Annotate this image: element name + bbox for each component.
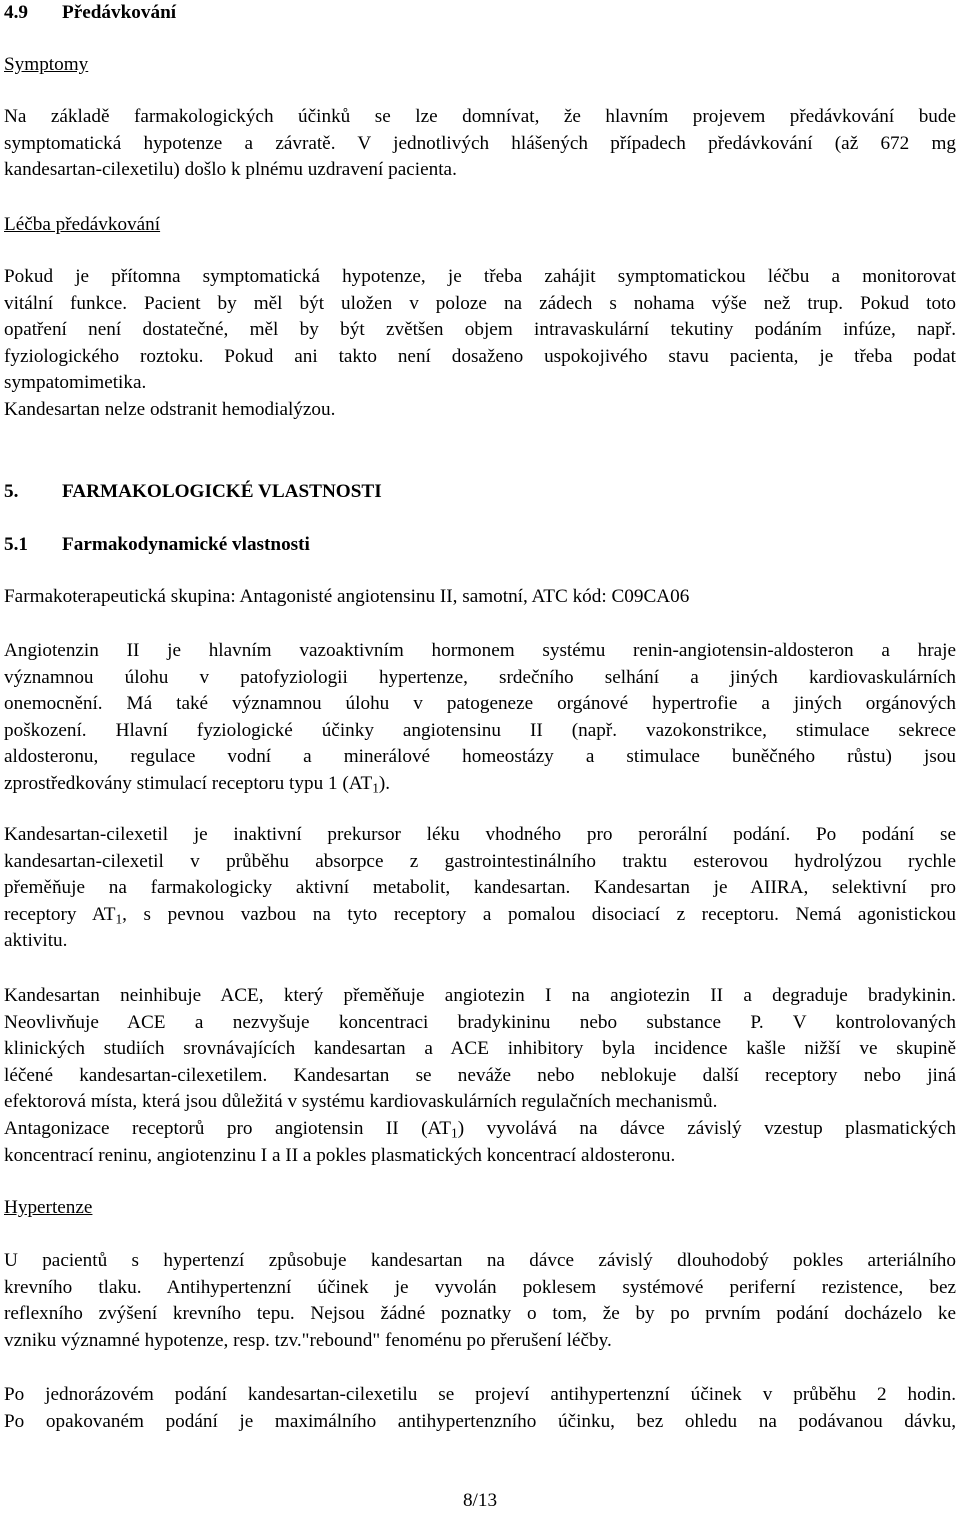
subheading-symptoms: Symptomy [4,54,89,75]
section-heading-5: 5. FARMAKOLOGICKÉ VLASTNOSTI [4,481,382,502]
paragraph-hypertension-1: U pacientů s hypertenzí způsobuje kandesartan na dávce závislý dlouhodobý pokles arteriálního krevního tlaku. Antihypertenzní účinek je vyvolán poklesem systémové periferní rezistence, bez reflexního zvýšení krevního tepu. Nejsou žádné poznatky o tom, že by po prvním podání docházelo ke vzniku významné hypotenze, resp. tzv."rebound" fenoménu po přerušení léčby. [4,1250,956,1351]
section-heading-4-9: 4.9 Předávkování [4,2,177,23]
paragraph-prodrug: Kandesartan-cilexetil je inaktivní prekursor léku vhodného pro perorální podání. Po podání se kandesartan-cilexetil v průběhu absorpce z gastrointestinálního traktu esterovou hydrolýzou rychle přeměňuje na farmakologicky aktivní metabolit, kandesartan. Kandesartan je AIIRA, selektivní pro receptory $AT_1$, s pevnou vazbou na tyto receptory a pomalou disociací z receptoru. Nemá agonistickou aktivitu. [4,824,956,952]
paragraph-symptoms: Na základě farmakologických účinků se lze domnívat, že hlavním projevem předávkování bude symptomatická hypotenze a závratě. V jednotlivých hlášených případech předávkování (až 672 mg kandesartan-cilexetilu) došlo k plnému uzdravení pacienta. [4,106,956,181]
paragraph-treatment: Pokud je přítomna symptomatická hypotenze, je třeba zahájit symptomatickou léčbu a monitorovat vitální funkce. Pacient by měl být uložen v poloze na zádech s nohama výše než trup. Pokud toto opatření není dostatečné, měl by být zvětšen objem intravaskulární tekutiny podáním infúze, např. fyziologického roztoku. Pokud ani takto není dosaženo uspokojivého stavu pacienta, je třeba podat sympatomimetika. Kandesartan nelze odstranit hemodialýzou. [4,266,956,420]
paragraph-ace: Kandesartan neinhibuje ACE, který přeměňuje angiotezin I na angiotezin II a degraduje bradykinin. Neovlivňuje ACE a nezvyšuje koncentraci bradykininu nebo substance P. V kontrolovaných klinických studiích srovnávajících kandesartan a ACE inhibitory byla incidence kašle nižší ve skupině léčené kandesartan-cilexetilem. Kandesartan se neváže nebo neblokuje další receptory nebo jiná efektorová místa, která jsou důležitá v systému kardiovaskulárních regulačních mechanismů. Antagonizace receptorů pro angiotensin II $(AT_1)$ vyvolává na dávce závislý vzestup plasmatických koncentrací reninu, angiotenzinu I a II a pokles plasmatických koncentrací aldosteronu. [4,985,957,1166]
subheading-treatment: Léčba předávkování [4,214,161,235]
prodrug-line-4: receptory $AT_1$, s pevnou vazbou na tyto receptory a pomalou disociací z receptoru. Nemá agonistickou [4,903,956,927]
paragraph-hypertension-2: Po jednorázovém podání kandesartan-cilexetilu se projeví antihypertenzní účinek v průběhu 2 hodin. Po opakovaném podání je maximálního antihypertenzního účinku, bez ohledu na podávanou dávku, [4,1384,956,1432]
ace-line-6: Antagonizace receptorů pro angiotensin II $(AT_1)$ vyvolává na dávce závislý vzestup plasmatických [4,1117,957,1141]
subheading-hypertension: Hypertenze [4,1197,93,1218]
page-number: 8/13 [462,1490,498,1511]
paragraph-angiotensin: Angiotenzin II je hlavním vazoaktivním hormonem systému renin-angiotensin-aldosteron a hraje významnou úlohu v patofyziologii hypertenze, srdečního selhání a jiných kardiovaskulárních onemocnění. Má také významnou úlohu v patogeneze orgánové hypertrofie a jiných orgánových poškození. Hlavní fyziologické účinky angiotensinu II (např. vazokonstrikce, stimulace sekrece aldosteronu, regulace vodní a minerálové homeostázy a stimulace buněčného růstu) jsou zprostředkovány stimulací receptoru typu 1 $(AT_1)$. [4,638,956,798]
section-heading-5-1: 5.1 Farmakodynamické vlastnosti [4,534,310,555]
angiotensin-last-line: zprostředkovány stimulací receptoru typu 1 $(AT_1)$. [4,772,391,796]
atc-classification: Farmakoterapeutická skupina: Antagonisté angiotensinu II, samotní, ATC kód: C09CA06 [4,586,690,607]
